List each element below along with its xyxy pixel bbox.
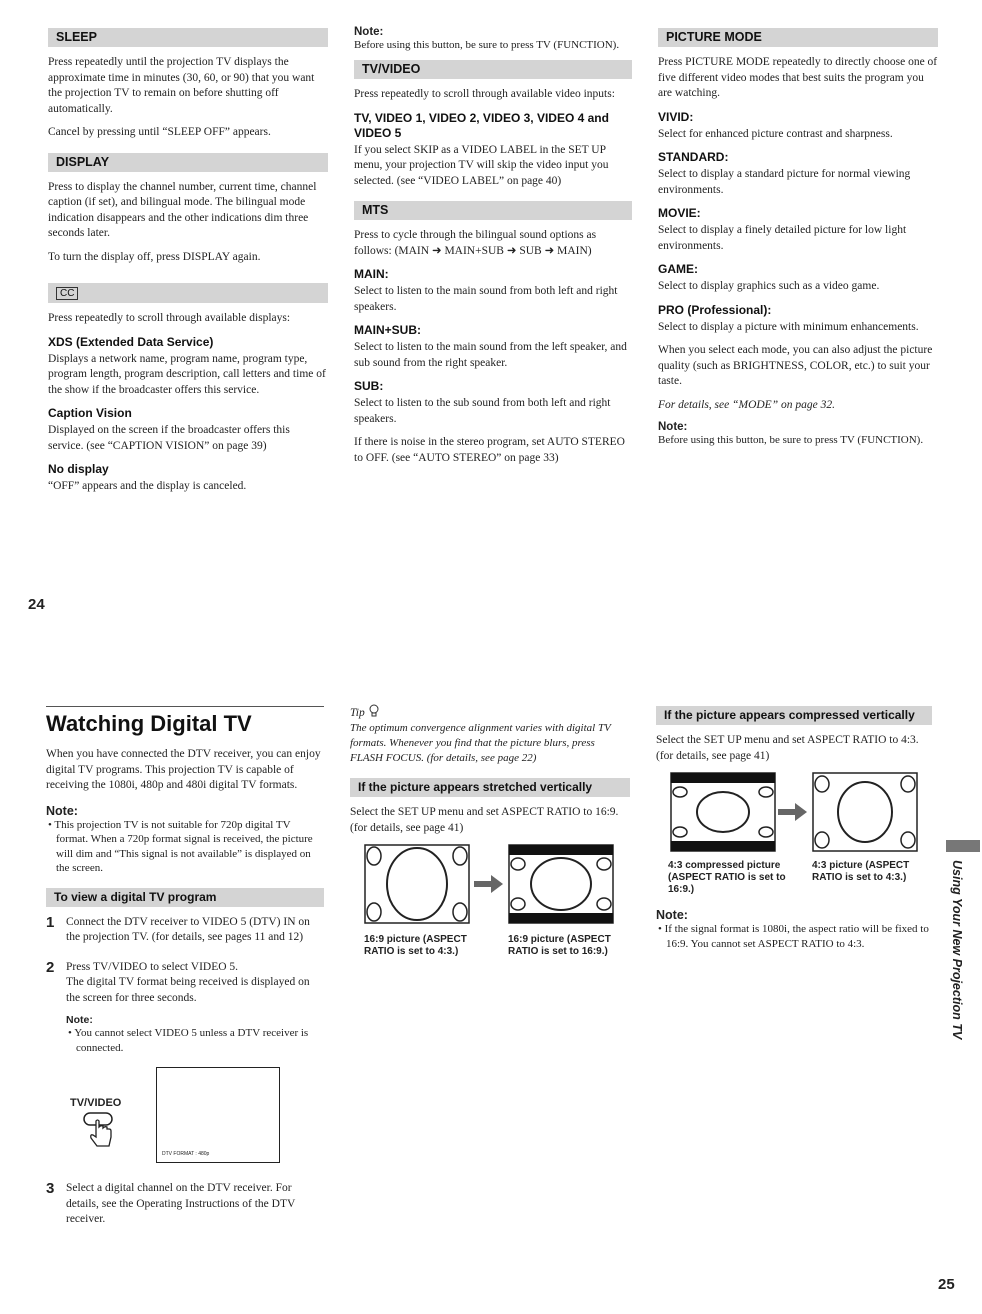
compressed-note-bullet: • If the signal format is 1080i, the aspect ratio will be fixed to 16:9. You cannot set ASPECT RATIO to 4:3. [658, 923, 929, 950]
step-3-number: 3 [46, 1180, 55, 1197]
arrow-right-icon [474, 874, 504, 894]
section-view-digital-heading: To view a digital TV program [46, 888, 324, 907]
column-watching-digital-tv [46, 706, 324, 1242]
dtv-intro-text: When you have connected the DTV receiver, you can enjoy digital TV programs. This projection TV is capable of receiving the 1080i, 480p and 480i digital TV formats. [46, 748, 321, 791]
sub-heading: SUB: [354, 379, 384, 393]
standard-text: Select to display a standard picture for normal viewing environments. [658, 168, 911, 196]
column-tip-stretched [350, 704, 630, 984]
page-number-left: 24 [28, 596, 45, 613]
movie-text: Select to display a finely detailed picture for low light environments. [658, 224, 907, 252]
pro-text: Select to display a picture with minimum enhancements. [658, 320, 919, 333]
side-tab-label: Using Your New Projection TV [950, 860, 964, 1040]
step-3-text: Select a digital channel on the DTV receiver. For details, see the Operating Instructions of the DTV receiver. [66, 1182, 296, 1225]
column-tvvideo-mts [354, 26, 632, 474]
display-text: Press to display the channel number, current time, channel caption (if set), and bilingual mode. The bilingual mode indication disappears and the other indications dim three seconds later. [48, 180, 317, 239]
side-tab [946, 840, 980, 1060]
section-compressed-heading: If the picture appears compressed vertically [656, 706, 932, 725]
compressed-text: Select the SET UP menu and set ASPECT RATIO to 4:3. (for details, see page 41) [656, 734, 919, 762]
picture-mode-text: Press PICTURE MODE repeatedly to directly choose one of five different video modes that best suits the program you are watching. [658, 56, 938, 99]
dtv-format-readout: DTV FORMAT : 480p [162, 1151, 210, 1157]
cc-icon: CC [56, 287, 78, 300]
section-mts-heading: MTS [354, 201, 632, 220]
compressed-after-caption: 4:3 picture (ASPECT RATIO is set to 4:3.) [812, 860, 910, 883]
tvvideo-text: Press repeatedly to scroll through available video inputs: [354, 88, 615, 100]
step-2-text-a: Press TV/VIDEO to select VIDEO 5. [66, 960, 239, 973]
pressing-hand-icon [82, 1111, 118, 1151]
picture-mode-note-heading: Note: [658, 421, 688, 433]
tip-heading: Tip [350, 704, 630, 719]
no-display-text: “OFF” appears and the display is canceled. [48, 480, 247, 492]
sub-text: Select to listen to the sub sound from both left and right speakers. [354, 397, 611, 425]
tip-text: The optimum convergence alignment varies with digital TV formats. Whenever you find that the picture blurs, press FLASH FOCUS. (for details, see page 22) [350, 722, 611, 764]
caption-vision-text: Displayed on the screen if the broadcaster offers this service. (see “CAPTION VISION” on page 39) [48, 424, 290, 452]
section-display-heading: DISPLAY [48, 153, 328, 172]
no-display-heading: No display [48, 462, 109, 476]
tvvideo-inputs-heading: TV, VIDEO 1, VIDEO 2, VIDEO 3, VIDEO 4 and VIDEO 5 [354, 110, 609, 140]
column-picture-mode [658, 28, 938, 455]
movie-heading: MOVIE: [658, 206, 701, 220]
standard-heading: STANDARD: [658, 150, 729, 164]
compressed-after-picture [812, 772, 918, 852]
main-sub-heading: MAIN+SUB: [354, 323, 422, 337]
stretched-before-picture [364, 844, 470, 924]
main-sub-text: Select to listen to the main sound from the left speaker, and sub sound from the right speaker. [354, 341, 627, 369]
stretched-after-picture [508, 844, 614, 924]
step-2-note-bullet: • You cannot select VIDEO 5 unless a DTV receiver is connected. [68, 1027, 309, 1054]
mts-text: Press to cycle through the bilingual sound options as follows: (MAIN ➜ MAIN+SUB ➜ SUB ➜ MAIN) [354, 229, 597, 257]
vivid-text: Select for enhanced picture contrast and sharpness. [658, 127, 893, 140]
compressed-before-caption: 4:3 compressed picture (ASPECT RATIO is set to 16:9.) [668, 860, 786, 895]
step-2 [46, 960, 324, 1062]
step-2-number: 2 [46, 958, 55, 976]
stretched-after-caption: 16:9 picture (ASPECT RATIO is set to 16:9.) [508, 934, 611, 957]
picture-mode-note-text: Before using this button, be sure to press TV (FUNCTION). [658, 434, 924, 446]
main-heading: MAIN: [354, 267, 389, 281]
section-sleep-heading: SLEEP [48, 28, 328, 47]
display-off-text: To turn the display off, press DISPLAY again. [48, 250, 261, 263]
lightbulb-icon [368, 704, 380, 718]
game-heading: GAME: [658, 262, 698, 276]
tvvideo-illustration [46, 1067, 324, 1171]
arrow-right-icon [778, 802, 808, 822]
compressed-before-picture [670, 772, 776, 852]
pro-heading: PRO (Professional): [658, 302, 772, 317]
column-compressed [656, 706, 932, 957]
page-title: Watching Digital TV [46, 706, 324, 737]
note-heading: Note: [354, 26, 384, 38]
tv-screen [156, 1067, 280, 1163]
column-sleep-display-cc [48, 28, 328, 503]
step-2-text-b: The digital TV format being received is displayed on the screen for three seconds. [66, 976, 310, 1004]
side-tab-marker [946, 840, 980, 852]
vivid-heading: VIVID: [658, 109, 694, 124]
game-text: Select to display graphics such as a video game. [658, 280, 880, 292]
section-picture-mode-heading: PICTURE MODE [658, 28, 938, 47]
stretched-before-caption: 16:9 picture (ASPECT RATIO is set to 4:3.) [364, 934, 467, 957]
dtv-note-bullet: • This projection TV is not suitable for 720p digital TV format. When a 720p format signal is received, the picture will dim and “This signal is not available” is displayed on the screen. [48, 818, 313, 874]
step-1 [46, 915, 324, 954]
stretched-text: Select the SET UP menu and set ASPECT RATIO to 16:9. (for details, see page 41) [350, 806, 619, 834]
section-tvvideo-heading: TV/VIDEO [354, 60, 632, 79]
cc-text: Press repeatedly to scroll through available displays: [48, 312, 291, 324]
mode-reference: For details, see “MODE” on page 32. [658, 398, 835, 411]
main-text: Select to listen to the main sound from both left and right speakers. [354, 285, 618, 313]
caption-vision-heading: Caption Vision [48, 406, 132, 420]
stretched-illustrations [350, 844, 630, 984]
compressed-note-heading: Note: [656, 908, 688, 922]
dtv-note-heading: Note: [46, 803, 78, 818]
sleep-text: Press repeatedly until the projection TV displays the approximate time in minutes (30, 60, or 90) that you want the projection TV to remain on before shutting off automatically. [48, 56, 315, 115]
step-1-text: Connect the DTV receiver to VIDEO 5 (DTV) IN on the projection TV. (for details, see pages 11 and 12) [66, 915, 310, 943]
xds-text: Displays a network name, program name, program type, program length, program description, call letters and time of the show if the broadcaster offers this service. [48, 352, 326, 396]
page-number-right: 25 [938, 1276, 955, 1293]
tvvideo-button-label: TV/VIDEO [70, 1097, 122, 1109]
note-text: Before using this button, be sure to press TV (FUNCTION). [354, 39, 620, 51]
step-3 [46, 1181, 324, 1236]
section-stretched-heading: If the picture appears stretched vertically [350, 778, 630, 797]
tvvideo-skip-text: If you select SKIP as a VIDEO LABEL in the SET UP menu, your projection TV will skip the video input you selected. (see “VIDEO LABEL” on page 40) [354, 143, 609, 187]
step-1-number: 1 [46, 913, 55, 931]
auto-stereo-text: If there is noise in the stereo program, set AUTO STEREO to OFF. (see “AUTO STEREO” on page 33) [354, 436, 625, 464]
step-2-note-heading: Note: [66, 1014, 93, 1026]
compressed-illustrations [656, 772, 932, 912]
section-cc-heading [48, 283, 328, 303]
xds-heading: XDS (Extended Data Service) [48, 334, 214, 349]
adjust-quality-text: When you select each mode, you can also adjust the picture quality (such as BRIGHTNESS, COLOR, etc.) to suit your taste. [658, 344, 933, 387]
sleep-cancel-text: Cancel by pressing until “SLEEP OFF” appears. [48, 126, 271, 138]
